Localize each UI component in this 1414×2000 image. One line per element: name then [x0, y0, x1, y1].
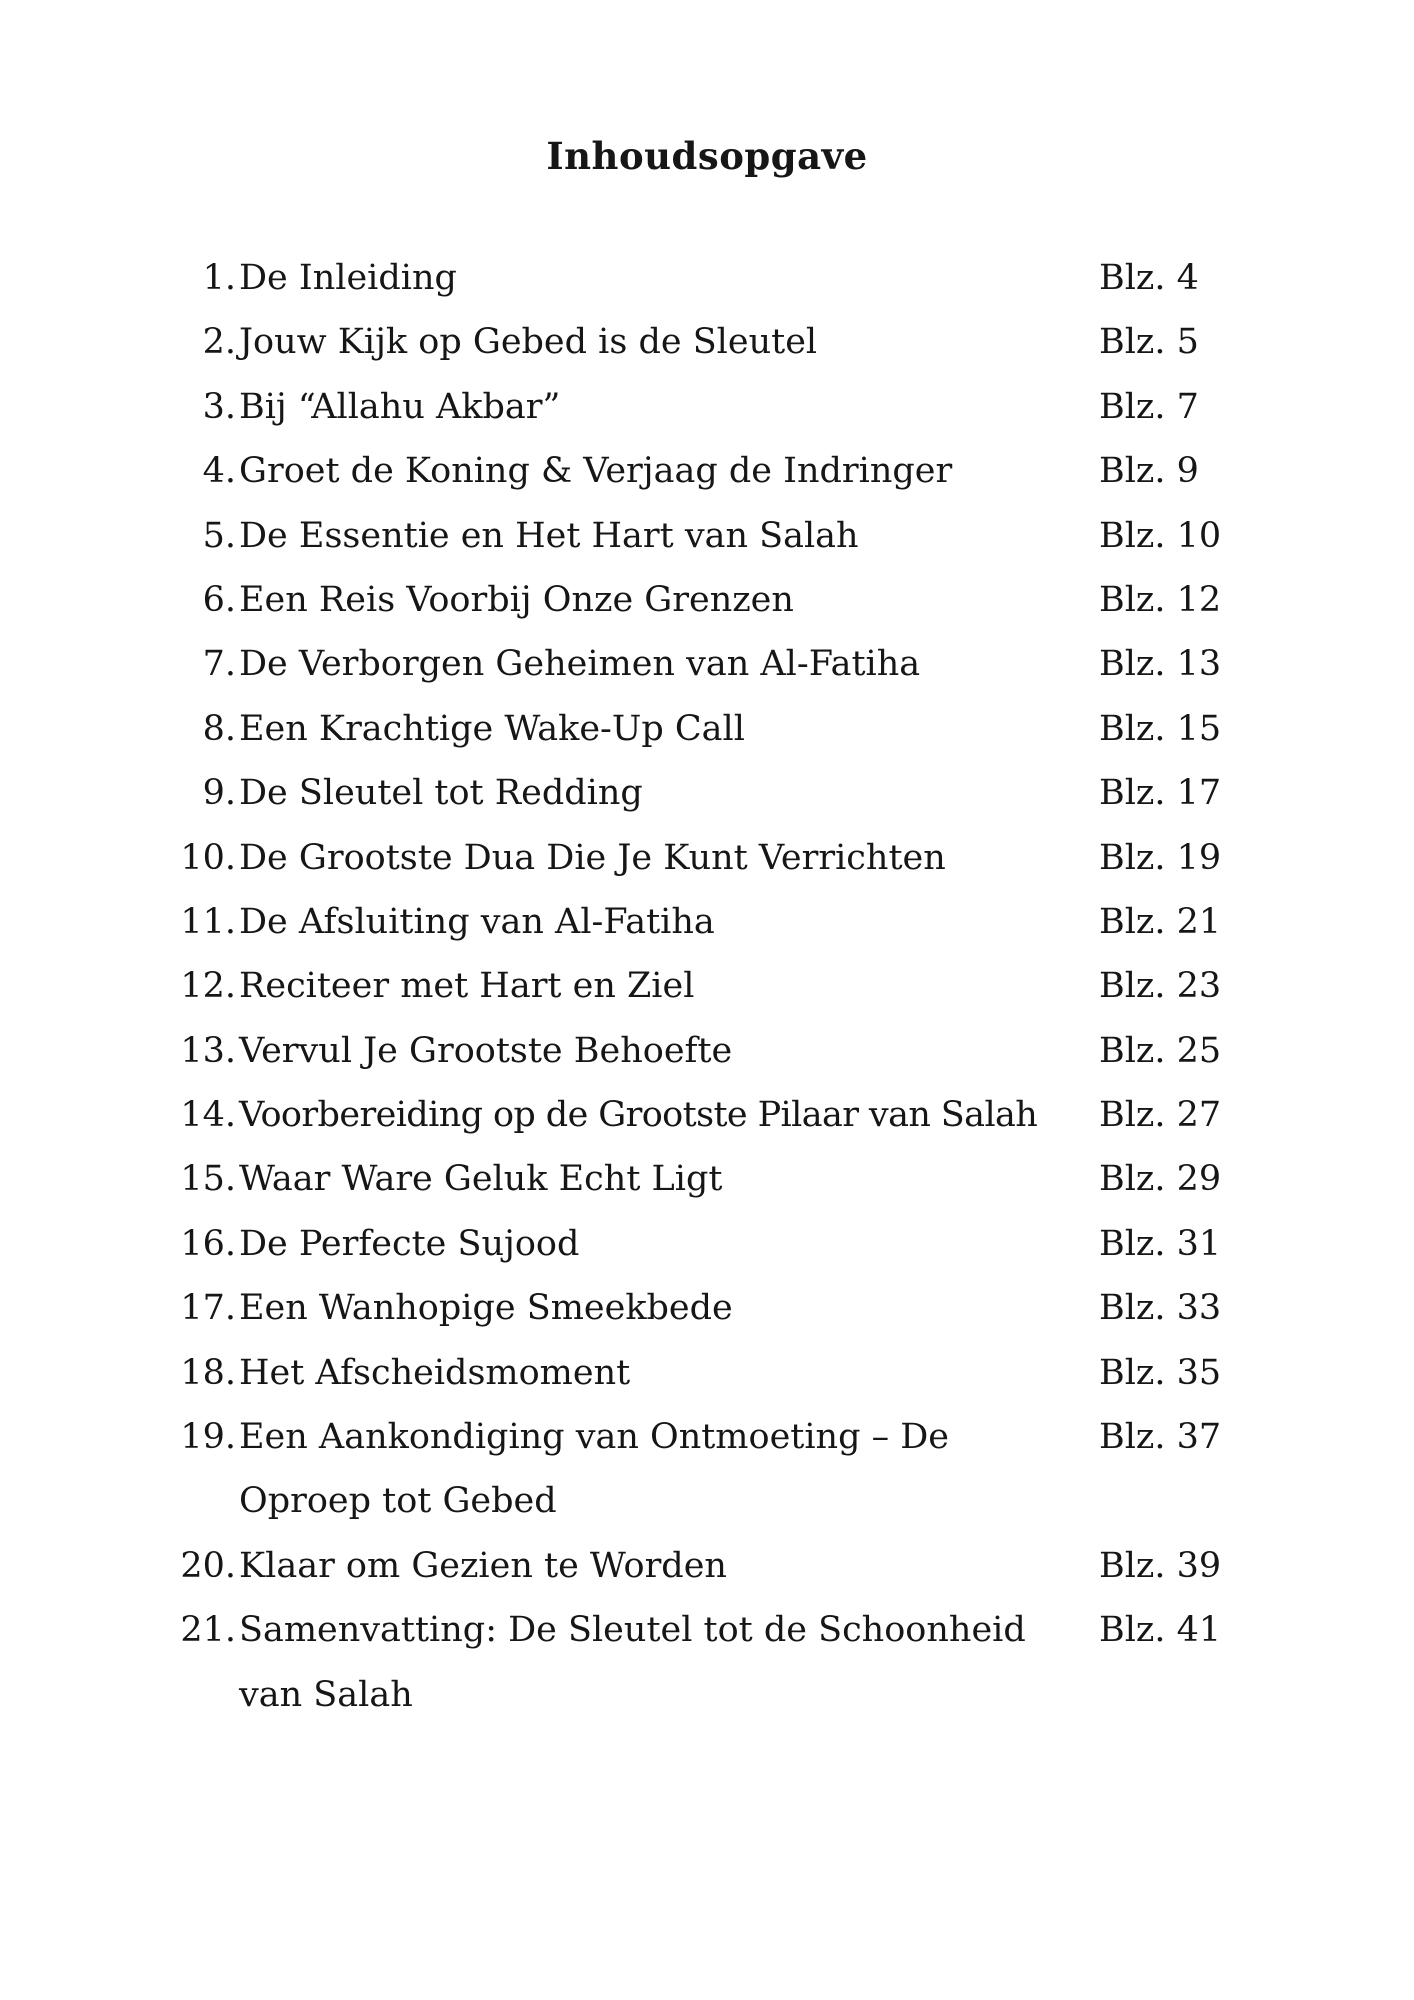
entry-title: Vervul Je Grootste Behoefte: [239, 1030, 733, 1071]
entry-number: 21.: [180, 1610, 236, 1651]
entry-number: 8.: [202, 708, 236, 749]
entry-number: 10.: [180, 837, 236, 878]
entry-number: 18.: [180, 1352, 236, 1393]
entry-page: Blz. 9: [1099, 451, 1199, 492]
toc-entry: [0, 568, 1414, 632]
entry-title: Het Afscheidsmoment: [239, 1352, 631, 1393]
entry-number: 3.: [202, 386, 236, 427]
entry-title: Waar Ware Geluk Echt Ligt: [239, 1159, 723, 1200]
entry-page: Blz. 33: [1099, 1288, 1222, 1329]
entry-title: Een Krachtige Wake-Up Call: [239, 708, 745, 749]
entry-title: Een Wanhopige Smeekbede: [239, 1288, 733, 1329]
toc-entry: [0, 632, 1414, 696]
toc-entry: [0, 1405, 1414, 1534]
entry-title: De Sleutel tot Redding: [239, 773, 643, 814]
toc-entry: [0, 1212, 1414, 1276]
entry-title: Samenvatting: De Sleutel tot de Schoonheid van Salah: [239, 1610, 1026, 1715]
entry-number: 15.: [180, 1159, 236, 1200]
toc-entry: [0, 761, 1414, 825]
entry-page: Blz. 4: [1099, 258, 1199, 298]
entry-title: De Grootste Dua Die Je Kunt Verrichten: [239, 837, 946, 878]
entry-page: Blz. 39: [1099, 1545, 1222, 1586]
toc-entry: [0, 310, 1414, 374]
toc-entry: [0, 697, 1414, 761]
toc-entry: [0, 439, 1414, 503]
entry-page: Blz. 17: [1099, 773, 1222, 814]
entry-title: De Verborgen Geheimen van Al-Fatiha: [239, 644, 921, 685]
entry-page: Blz. 5: [1099, 322, 1199, 363]
toc-entry: [0, 1598, 1414, 1727]
toc-entry: [0, 1147, 1414, 1211]
entry-page: Blz. 12: [1099, 579, 1222, 620]
toc-entry: [0, 954, 1414, 1018]
entry-title: De Perfecte Sujood: [239, 1223, 580, 1264]
entry-title: De Afsluiting van Al-Fatiha: [239, 901, 715, 942]
toc-entry: [0, 504, 1414, 568]
entry-page: Blz. 27: [1099, 1095, 1222, 1136]
entry-page: Blz. 19: [1099, 837, 1222, 878]
entry-page: Blz. 29: [1099, 1159, 1222, 1200]
entry-number: 7.: [202, 644, 236, 685]
entry-number: 13.: [180, 1030, 236, 1071]
entry-title: Bij “Allahu Akbar”: [239, 386, 561, 427]
entry-number: 5.: [202, 515, 236, 556]
entry-number: 9.: [202, 773, 236, 814]
entry-page: Blz. 21: [1099, 901, 1222, 942]
entry-title: Voorbereiding op de Grootste Pilaar van Salah: [239, 1095, 1038, 1136]
entry-number: 1.: [202, 258, 236, 298]
entry-title: De Inleiding: [239, 258, 457, 298]
entry-number: 14.: [180, 1095, 236, 1136]
entry-page: Blz. 37: [1099, 1417, 1222, 1458]
entry-title: Een Aankondiging van Ontmoeting – De Oproep tot Gebed: [239, 1417, 950, 1522]
entry-title: Jouw Kijk op Gebed is de Sleutel: [239, 322, 818, 363]
entry-number: 20.: [180, 1545, 236, 1586]
entry-page: Blz. 31: [1099, 1223, 1222, 1264]
entry-title: Een Reis Voorbij Onze Grenzen: [239, 579, 794, 620]
entry-title: Reciteer met Hart en Ziel: [239, 966, 695, 1007]
entry-number: 4.: [202, 451, 236, 492]
toc-entry: [0, 890, 1414, 954]
entry-number: 12.: [180, 966, 236, 1007]
toc-entry: [0, 1019, 1414, 1083]
entry-number: 17.: [180, 1288, 236, 1329]
entry-number: 11.: [180, 901, 236, 942]
entry-page: Blz. 23: [1099, 966, 1222, 1007]
entry-page: Blz. 35: [1099, 1352, 1222, 1393]
entry-title: De Essentie en Het Hart van Salah: [239, 515, 859, 556]
toc-entry: [0, 246, 1414, 310]
entry-page: Blz. 7: [1099, 386, 1199, 427]
entry-page: Blz. 10: [1099, 515, 1222, 556]
table-of-contents: [0, 246, 1414, 1727]
entry-page: Blz. 13: [1099, 644, 1222, 685]
entry-title: Klaar om Gezien te Worden: [239, 1545, 727, 1586]
entry-title: Groet de Koning & Verjaag de Indringer: [239, 451, 953, 492]
toc-entry: [0, 1341, 1414, 1405]
entry-number: 6.: [202, 579, 236, 620]
entry-number: 2.: [202, 322, 236, 363]
toc-entry: [0, 1276, 1414, 1340]
toc-entry: [0, 1534, 1414, 1598]
toc-entry: [0, 1083, 1414, 1147]
entry-page: Blz. 25: [1099, 1030, 1222, 1071]
entry-number: 16.: [180, 1223, 236, 1264]
entry-page: Blz. 15: [1099, 708, 1222, 749]
page-title: Inhoudsopgave: [546, 134, 868, 178]
entry-number: 19.: [180, 1417, 236, 1458]
toc-entry: [0, 826, 1414, 890]
entry-page: Blz. 41: [1099, 1610, 1222, 1651]
toc-entry: [0, 375, 1414, 439]
